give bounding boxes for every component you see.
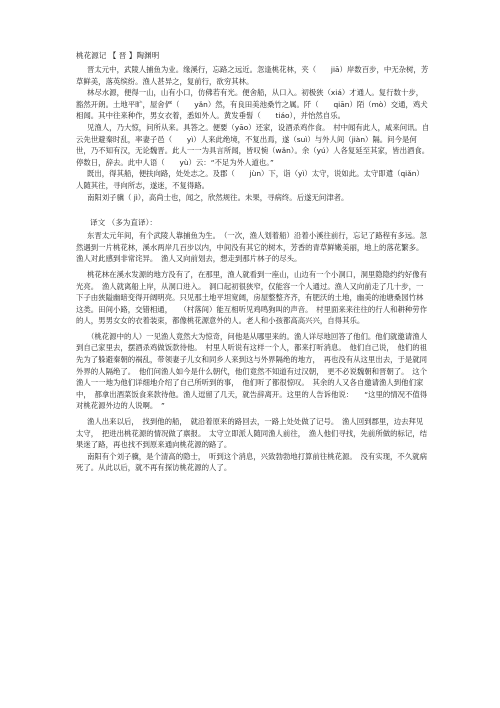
original-paragraph: 晋太元中，武陵人捕鱼为业。缘溪行，忘路之远近。忽逢桃花林，夹（ jiā）岸数百步，中无杂树，芳草鲜美，落英缤纷。渔人甚异之，复前行，欲穷其林。 (76, 65, 429, 86)
original-paragraph: 见渔人，乃大惊，问所从来。具答之。便要（yāo）还家，设酒杀鸡作食。 村中闻有此人，咸来问讯。自云先世避秦时乱，率妻子邑（ yì）人来此绝境，不复出焉，遂（suì）与外人间（jiàn）隔。问今是何世，乃不知有汉，无论魏晋。此人一一为具言所闻，皆叹惋（wǎn）。余（yú）人各复延至其家，皆出酒食。停数日，辞去。此中人语（ yù）云：“不足为外人道也。” (76, 122, 430, 167)
translation-title: 译文 （多为直译）： (90, 218, 157, 228)
original-paragraph: 既出，得其船，便扶向路，处处志之。及郡（ jùn）下，诣（yì）太守，说如此。太守即遣（qiǎn）人随其往，寻向所志，遂迷，不复得路。 (76, 169, 424, 190)
original-paragraph: 南阳刘子骥（ jì），高尚士也，闻之，欣然规往。未果，寻病终。后遂无问津者。 (87, 192, 349, 202)
section-gap (76, 203, 430, 217)
translation-paragraph: 渔人出来以后， 找到他的船， 就沿着原来的路回去，一路上处处做了记号。 渔人回到郡里，边去拜见太守， 把进出桃花源的情况做了禀报。 太守立即派人随同渔人前往， 渔人他们寻找，先前所做的标记，结果迷了路，再也找不到原来通向桃花源的路了。 (76, 417, 428, 450)
translation-paragraph: （桃花源中的人）一见渔人竟然大为惊奇，问他是从哪里来的。渔人详尽地回答了他们。他们就邀请渔人到自己家里去，摆酒杀鸡做饭款待他。 村里人听说有这样一个人，都来打听消息。 他们自己说， 他们的祖先为了躲避秦朝的祸乱，带领妻子儿女和同乡人来到这与外界隔绝的地方， 再也没有从这里出去，于是就同外界的人隔绝了。 他们问渔人如今是什么朝代，他们竟然不知道有过汉朝， 更不必说魏朝和晋朝了。 这个渔人一一地为他们详细地介绍了自己所听到的事， 他们听了都很惊叹。 其余的人又各自邀请渔人到他们家中， 都拿出酒菜饭食来款待他。渔人逗留了几天，就告辞离开。这里的人告诉他说： “这里的情况不值得对桃花源外边的人说啊。 ” (76, 331, 428, 411)
translation-paragraph: 南阳有个刘子骥，是个清高的隐士， 听到这个消息，兴致勃勃地打算前往桃花源。 没有实现，不久就病死了。从此以后，就不再有探访桃花源的人了。 (76, 451, 427, 473)
original-paragraph: 林尽水源，便得一山，山有小口，仿佛若有光。便舍船，从口入。初极狭（xiá）才通人。复行数十步，豁然开朗。土地平旷，屋舍俨（ yǎn）然，有良田美池桑竹之属。阡（ qiān）陌（mò）交通，鸡犬相闻。其中往来种作，男女衣着，悉如外人。黄发垂髫（ tiáo），并怡然自乐。 (76, 88, 428, 121)
translation-paragraph: 桃花林在溪水发源的地方没有了，在那里，渔人就看到一座山，山边有一个小洞口，洞里隐隐约约好像有光亮。 渔人就离船上岸，从洞口进入。 洞口起初很狭窄，仅能容一个人通过。渔人又向前走了几十步，一下子由狭隘幽暗变得开阔明亮。只见那土地平坦宽阔，房屋整整齐齐，有肥沃的土地，幽美的池塘桑园竹林这类。田间小路，交错相通， （村落间）能互相听见鸡鸣狗叫的声音。 村里面来来往往的行人和耕种劳作的人，男男女女的衣着装束，都像桃花源意外的人。老人和小孩都高高兴兴，自得其乐。 (76, 269, 428, 326)
translation-paragraph: 东晋太元年间，有个武陵人靠捕鱼为生。 （一次，渔人划着船）沿着小溪往前行，忘记了路程有多远。忽然遇到一片桃花林，溪水两岸几百步以内，中间没有其它的树木，芳香的青草鲜嫩美丽，地上的落花繁多。 渔人对此感到非常诧异。 渔人又向前划去，想走到那片林子的尽头。 (76, 231, 428, 264)
document-title: 桃花源记 【 晋 】陶渊明 (76, 51, 160, 60)
